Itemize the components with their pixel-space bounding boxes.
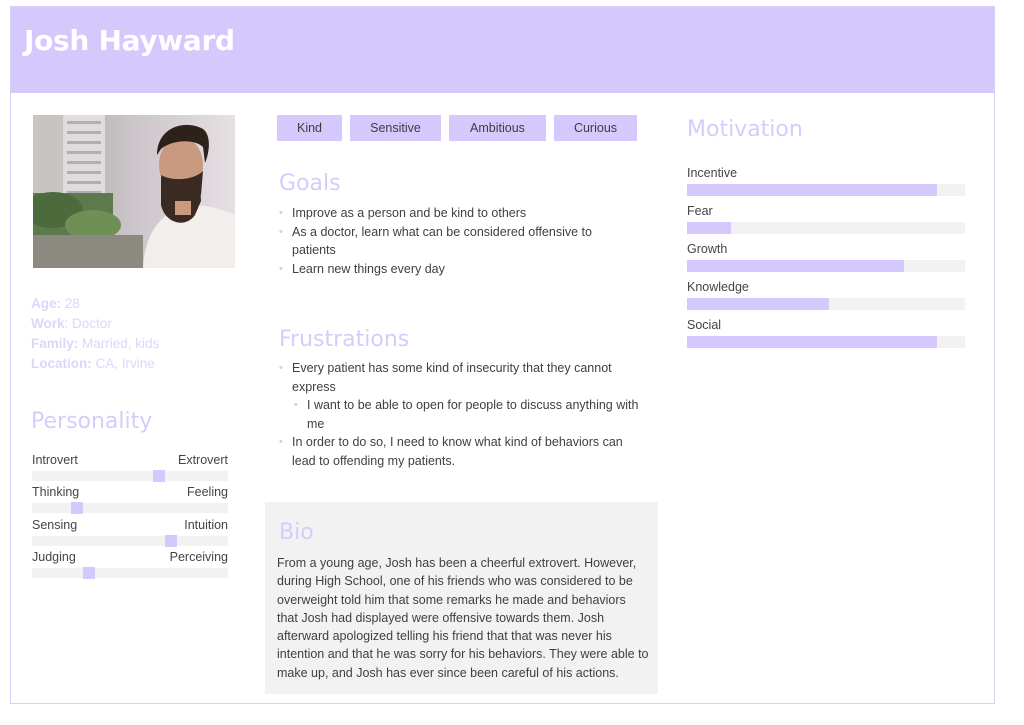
profile-photo-image — [33, 115, 235, 268]
trait-marker — [165, 535, 177, 547]
tag-curious: Curious — [554, 115, 637, 141]
motivation-track — [687, 184, 965, 196]
tag-sensitive: Sensitive — [350, 115, 441, 141]
trait-introvert-extrovert: Introvert Extrovert — [32, 453, 228, 481]
motivation-fill — [687, 336, 937, 348]
personality-tags — [277, 115, 637, 141]
motivation-incentive: Incentive — [687, 166, 965, 196]
bio-panel — [265, 502, 658, 694]
trait-thinking-feeling: Thinking Feeling — [32, 485, 228, 513]
motivation-growth: Growth — [687, 242, 965, 272]
trait-marker — [71, 502, 83, 514]
motivation-fill — [687, 222, 731, 234]
motivation-track — [687, 260, 965, 272]
profile-info — [31, 294, 159, 374]
tag-kind: Kind — [277, 115, 342, 141]
frustrations-title: Frustrations — [279, 327, 410, 352]
trait-marker — [153, 470, 165, 482]
trait-track — [32, 536, 228, 546]
work-row: Work: Doctor — [31, 316, 112, 331]
trait-judging-perceiving: Judging Perceiving — [32, 550, 228, 578]
motivation-title: Motivation — [687, 117, 803, 142]
persona-name: Josh Hayward — [24, 24, 235, 57]
trait-track — [32, 471, 228, 481]
motivation-fill — [687, 184, 937, 196]
trait-sensing-intuition: Sensing Intuition — [32, 518, 228, 546]
motivation-track — [687, 336, 965, 348]
trait-track — [32, 503, 228, 513]
age-row: Age: 28 — [31, 296, 80, 311]
motivation-fill — [687, 298, 829, 310]
list-item: • Improve as a person and be kind to others — [278, 204, 638, 223]
list-item: • As a doctor, learn what can be considered offensive to patients — [278, 223, 638, 260]
family-row: Family: Married, kids — [31, 336, 160, 351]
motivation-knowledge: Knowledge — [687, 280, 965, 310]
list-item: • Every patient has some kind of insecurity that they cannot express — [278, 359, 648, 396]
list-item: • I want to be able to open for people to discuss anything with me — [278, 396, 648, 433]
personality-title: Personality — [31, 409, 153, 434]
trait-track — [32, 568, 228, 578]
motivation-track — [687, 222, 965, 234]
frustrations-list — [278, 359, 648, 471]
bio-title: Bio — [279, 520, 314, 545]
persona-header — [11, 7, 994, 93]
tag-ambitious: Ambitious — [449, 115, 546, 141]
motivation-social: Social — [687, 318, 965, 348]
profile-photo — [33, 115, 235, 268]
motivation-fear: Fear — [687, 204, 965, 234]
bio-text: From a young age, Josh has been a cheerful extrovert. However, during High School, one of his friends who was considered to be overweight told him that some remarks he made and behaviors that Josh had displayed were offensive towards them. Josh afterward apologized telling his friend that that was never his intention and that he was sorry for his behaviors. They were able to make up, and Josh has ever since been careful of his actions. — [277, 556, 649, 680]
goals-list — [278, 204, 638, 278]
motivation-fill — [687, 260, 904, 272]
list-item: • In order to do so, I need to know what kind of behaviors can lead to offending my patients. — [278, 433, 648, 470]
goals-title: Goals — [279, 171, 341, 196]
motivation-track — [687, 298, 965, 310]
trait-marker — [83, 567, 95, 579]
list-item: • Learn new things every day — [278, 260, 638, 279]
location-row: Location: CA, Irvine — [31, 356, 155, 371]
